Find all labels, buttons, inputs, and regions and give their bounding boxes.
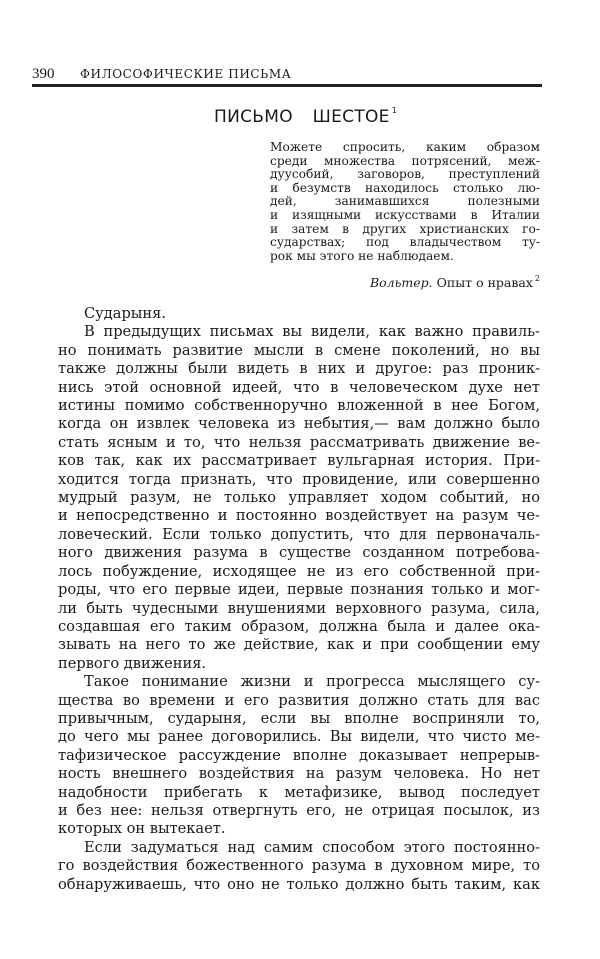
epigraph-author: Вольтер. [369,275,433,290]
letter-title [214,106,397,127]
text-line: когда он извлек человека из небытия,— вам должно было [58,415,540,433]
epigraph-source: Опыт о нравах [436,275,533,290]
epigraph-line: дей, занимавшихся полезными [270,194,540,209]
text-line: обнаруживаешь, что оно не только должно быть таким, как [58,875,540,893]
text-line: ловеческий. Если только допустить, что для первоначаль- [58,525,540,543]
text-line: ходится тогда признать, что провидение, или совершенно [58,470,540,488]
text-line: нись этой основной идеей, что в человеческом духе нет [58,378,540,396]
letter-body [58,305,540,894]
running-title: ФИЛОСОФИЧЕСКИЕ ПИСЬМА [80,67,292,81]
epigraph-attribution [370,274,540,290]
paragraph [58,839,540,894]
text-line: лось побуждение, исходящее не из его собственной при- [58,562,540,580]
text-line: создавшая его таким образом, должна была и далее ока- [58,617,540,635]
text-line: мудрый разум, не только управляет ходом событий, но [58,489,540,507]
text-line: истины помимо собственноручно вложенной в нее Богом, [58,397,540,415]
text-line: го воздействия божественного разума в духовном мире, то [58,857,540,875]
paragraph [58,673,540,839]
text-line: привычным, сударыня, если вы вполне восприняли то, [58,709,540,727]
text-line: первого движения. [58,654,207,672]
text-line: В предыдущих письмах вы видели, как важно правиль- [84,323,540,341]
epigraph-line: рок мы этого не наблюдаем. [270,248,454,263]
epigraph-line: среди множества потрясений, меж- [270,153,540,168]
salutation: Сударыня. [84,305,166,322]
text-line: но понимать развитие мысли в смене поколений, но вы [58,341,540,359]
text-line: щества во времени и его развития должно стать для вас [58,691,540,709]
page-number: 390 [32,66,55,82]
running-header [32,66,542,84]
text-line: и без нее: нельзя отвергнуть его, не отрицая посылок, из [58,801,540,819]
header-rule [32,84,542,87]
text-line: и непосредственно и постоянно воздействует на разум че- [58,507,540,525]
text-line: стать ясным и то, что нельзя рассматривать движение ве- [58,433,540,451]
epigraph-line: сударствах; под владычеством ту- [270,235,540,250]
text-line: до чего мы ранее договорились. Вы видели, что чисто ме- [58,728,540,746]
text-line: ность внешнего воздействия на разум человека. Но нет [58,765,540,783]
text-line: ного движения разума в существе созданном потребова- [58,544,540,562]
text-line: которых он вытекает. [58,820,226,838]
text-line: Такое понимание жизни и прогресса мыслящего су- [84,673,540,691]
epigraph-line: Можете спросить, каким образом [270,140,540,154]
epigraph-line: и безумств находилось столько лю- [270,180,540,195]
text-line: роды, что его первые идеи, первые познания только и мог- [58,581,540,599]
text-line: ков так, как их рассматривает вульгарная история. При- [58,452,540,470]
epigraph [270,141,540,263]
text-line: ли быть чудесными внушениями верховного разума, сила, [58,599,540,617]
text-line: надобности прибегать к метафизике, вывод последует [58,783,540,801]
text-line: Если задуматься над самим способом этого постоянно- [84,838,540,856]
text-line: зывать на него то же действие, как и при сообщении ему [58,636,540,654]
text-line: тафизическое рассуждение вполне доказывает непрерыв- [58,746,540,764]
paragraph [58,323,540,673]
letter-title-text: ПИСЬМО ШЕСТОЕ [214,107,390,127]
text-line: также должны были видеть в них и другое: раз проник- [58,360,540,378]
epigraph-line: и затем в других христианских го- [270,221,540,236]
footnote-mark: 2 [534,274,540,283]
epigraph-line: и изящными искусствами в Италии [270,207,540,222]
epigraph-line: дуусобий, заговоров, преступлений [270,167,540,182]
footnote-mark: 1 [391,106,398,115]
